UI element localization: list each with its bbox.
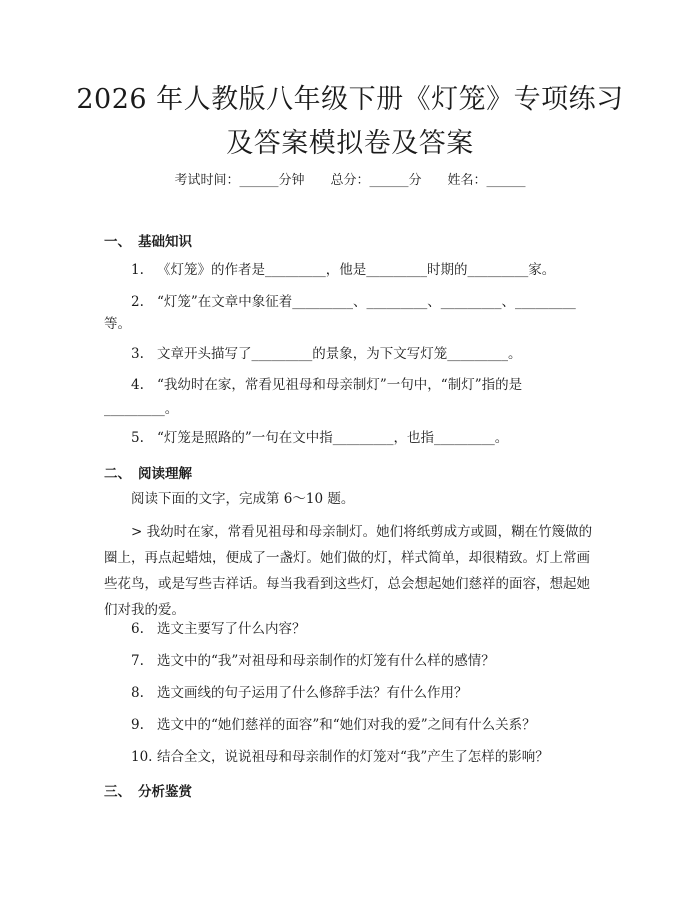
question-3 [104, 341, 598, 367]
question-5 [104, 425, 598, 451]
question-8 [104, 680, 598, 706]
passage-line: 们对我的爱。 [104, 602, 185, 618]
section-title: 基础知识 [138, 234, 192, 250]
passage-line: 些花鸟，或是写些吉祥话。每当我看到这些灯，总会想起她们慈祥的面容，想起她 [104, 576, 590, 592]
total-score-field: 总分：______分 [330, 173, 422, 188]
section-number: 二、 [104, 466, 131, 482]
exam-time-field: 考试时间：______分钟 [174, 173, 305, 188]
question-text: 选文主要写了什么内容？ [157, 621, 306, 637]
question-2 [104, 289, 598, 337]
question-text-continued: _________。 [104, 401, 179, 417]
question-text: “灯笼是照路的”一句在文中指_________，也指_________。 [157, 430, 509, 446]
exam-info [0, 169, 700, 188]
section-title: 分析鉴赏 [138, 784, 192, 800]
student-name-field: 姓名：______ [447, 173, 526, 188]
question-text: 选文中的“我”对祖母和母亲制作的灯笼有什么样的感情？ [157, 653, 495, 669]
question-number: 1. [131, 262, 144, 278]
question-number: 5. [131, 430, 144, 446]
question-text: 选文画线的句子运用了什么修辞手法？有什么作用？ [157, 685, 468, 701]
question-number: 8. [131, 685, 144, 701]
question-text: “灯笼”在文章中象征着_________、_________、_________、_________ [157, 294, 576, 310]
question-number: 4. [131, 377, 144, 393]
passage-line: > 我幼时在家，常看见祖母和母亲制灯。她们将纸剪成方或圆，糊在竹篾做的 [131, 524, 593, 540]
section-heading-reading [104, 462, 192, 482]
question-text: 文章开头描写了_________的景象，为下文写灯笼_________。 [157, 346, 522, 362]
question-7 [104, 648, 598, 674]
question-number: 10. [131, 749, 153, 765]
question-number: 3. [131, 346, 144, 362]
question-number: 2. [131, 294, 144, 310]
reading-passage [104, 519, 598, 623]
question-6 [104, 616, 598, 642]
question-number: 7. [131, 653, 144, 669]
question-text: 结合全文，说说祖母和母亲制作的灯笼对“我”产生了怎样的影响？ [157, 749, 549, 765]
question-text: 《灯笼》的作者是_________，他是_________时期的_________家。 [157, 262, 556, 278]
question-number: 6. [131, 621, 144, 637]
question-number: 9. [131, 717, 144, 733]
question-text: 选文中的“她们慈祥的面容”和“她们对我的爱”之间有什么关系？ [157, 717, 536, 733]
question-9 [104, 712, 598, 738]
question-text-continued: 等。 [104, 316, 131, 332]
section-heading-analysis [104, 780, 192, 800]
section-heading-basic [104, 230, 192, 250]
question-1 [104, 257, 598, 283]
reading-instruction: 阅读下面的文字，完成第 6～10 题。 [131, 491, 355, 507]
section-title: 阅读理解 [138, 466, 192, 482]
section-number: 一、 [104, 234, 131, 250]
passage-line: 圈上，再点起蜡烛，便成了一盏灯。她们做的灯，样式简单，却很精致。灯上常画 [104, 550, 590, 566]
title-line-1: 2026 年人教版八年级下册《灯笼》专项练习 [76, 84, 624, 115]
title-line-2: 及答案模拟卷及答案 [226, 128, 474, 159]
document-title [0, 78, 700, 166]
question-10 [104, 744, 598, 770]
question-text: “我幼时在家，常看见祖母和母亲制灯”一句中，“制灯”指的是 [157, 377, 523, 393]
question-4 [104, 372, 598, 422]
section-number: 三、 [104, 784, 131, 800]
